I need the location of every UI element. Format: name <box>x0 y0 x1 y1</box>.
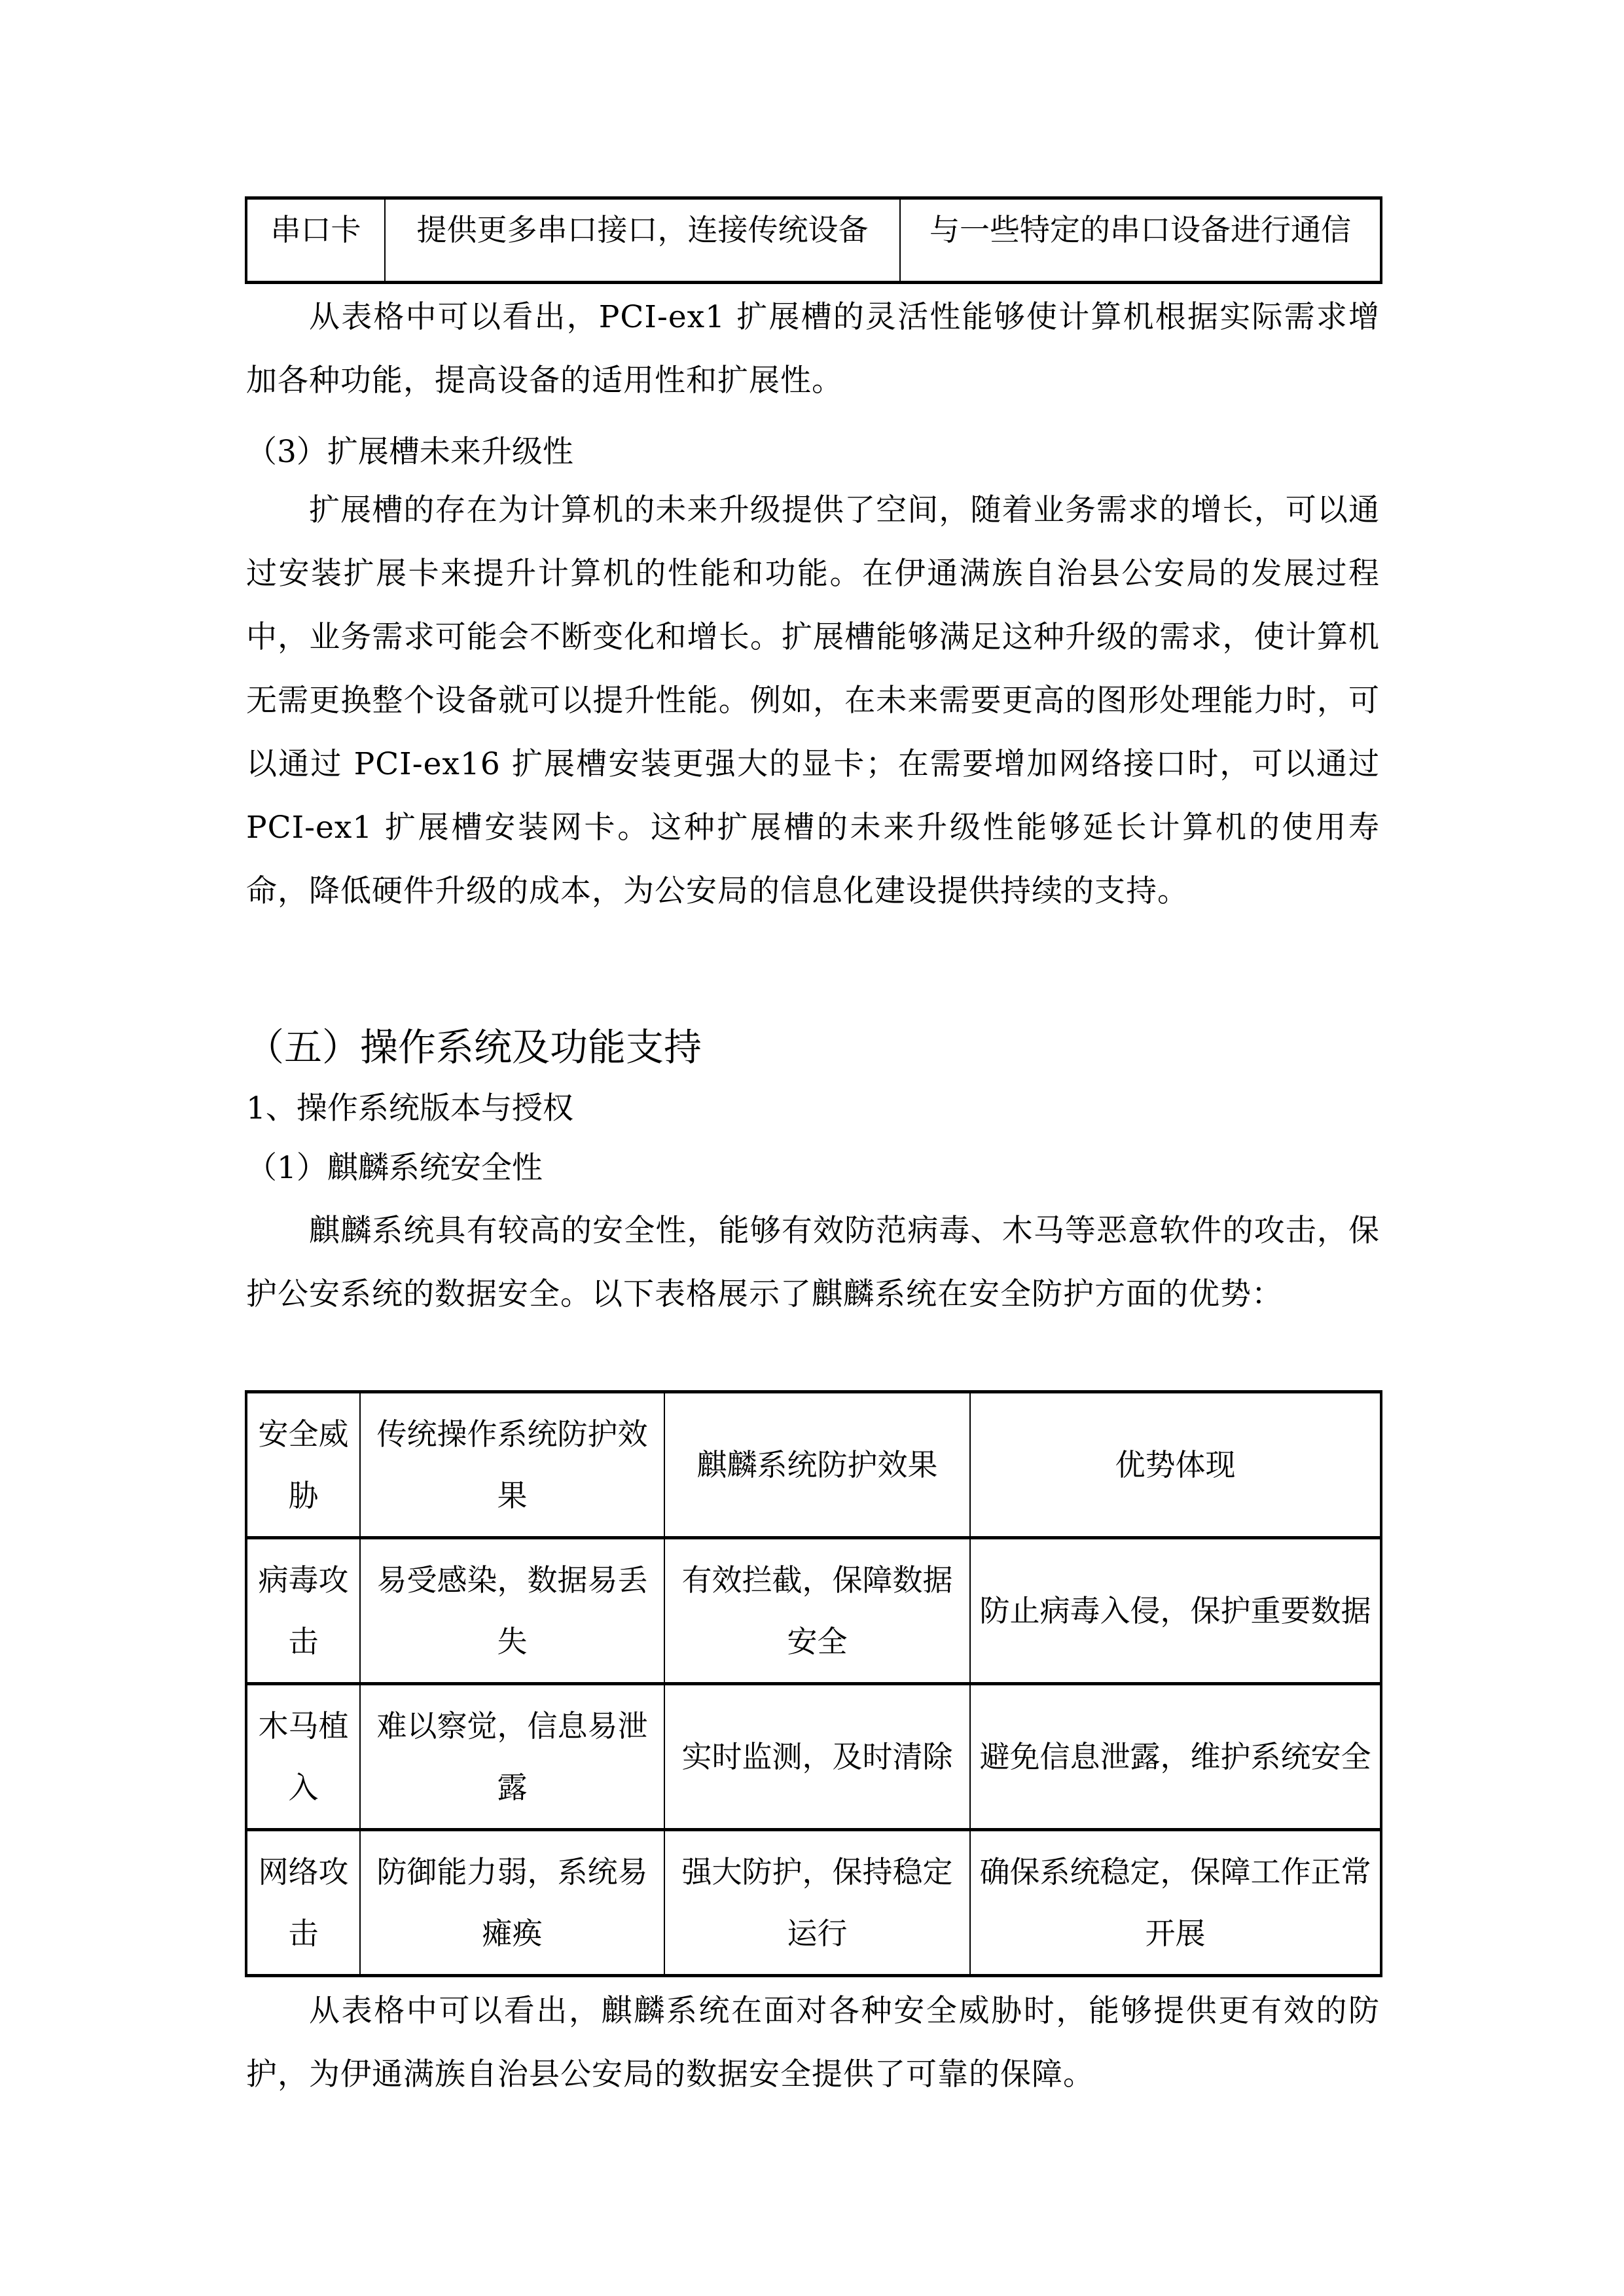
table-header-cell: 传统操作系统防护效果 <box>360 1392 664 1538</box>
table-cell: 难以察觉，信息易泄露 <box>360 1684 664 1830</box>
section-5-heading <box>246 1014 1380 1080</box>
table-cell: 提供更多串口接口，连接传统设备 <box>385 198 900 283</box>
subsection-1-title <box>246 1078 1380 1139</box>
paragraph-table1-summary <box>246 285 1380 412</box>
subheading-text: （3）扩展槽未来升级性 <box>246 434 573 470</box>
table-row <box>246 1830 1381 1976</box>
paragraph-table2-summary <box>246 1979 1380 2106</box>
paragraph-text: 从表格中可以看出，麒麟系统在面对各种安全威胁时，能够提供更有效的防护，为伊通满族自治县公安局的数据安全提供了可靠的保障。 <box>246 1993 1380 2092</box>
table-cell: 串口卡 <box>246 198 385 283</box>
table-header-cell: 安全威胁 <box>246 1392 360 1538</box>
subheading-text: （1）麒麟系统安全性 <box>246 1150 543 1186</box>
table-cell: 网络攻击 <box>246 1830 360 1976</box>
table-cell: 木马植入 <box>246 1684 360 1830</box>
security-comparison-table <box>245 1390 1382 1977</box>
table-cell: 避免信息泄露，维护系统安全 <box>970 1684 1381 1830</box>
subsection-1-1-title <box>246 1138 1380 1199</box>
paragraph-text: 扩展槽的存在为计算机的未来升级提供了空间，随着业务需求的增长，可以通过安装扩展卡来提升计算机的性能和功能。在伊通满族自治县公安局的发展过程中，业务需求可能会不断变化和增长。扩展槽能够满足这种升级的需求，使计算机无需更换整个设备就可以提升性能。例如，在未来需要更高的图形处理能力时，可以通过 PCI-ex16 扩展槽安装更强大的显卡；在需要增加网络接口时，可以通过 PCI-ex1 扩展槽安装网卡。这种扩展槽的未来升级性能够延长计算机的使用寿命，降低硬件升级的成本，为公安局的信息化建设提供持续的支持。 <box>246 492 1380 909</box>
table-header-cell: 优势体现 <box>970 1392 1381 1538</box>
table-cell: 与一些特定的串口设备进行通信 <box>900 198 1381 283</box>
paragraph-text: 麒麟系统具有较高的安全性，能够有效防范病毒、木马等恶意软件的攻击，保护公安系统的数据安全。以下表格展示了麒麟系统在安全防护方面的优势： <box>246 1213 1380 1312</box>
table-row <box>246 198 1381 283</box>
paragraph-kylin-security <box>246 1199 1380 1326</box>
table-cell: 病毒攻击 <box>246 1538 360 1684</box>
table-header-row <box>246 1392 1381 1538</box>
expansion-card-table-continued <box>245 196 1382 284</box>
table-cell: 防御能力弱，系统易瘫痪 <box>360 1830 664 1976</box>
table-row <box>246 1538 1381 1684</box>
table-cell: 实时监测，及时清除 <box>664 1684 970 1830</box>
subheading-text: 1、操作系统版本与授权 <box>246 1090 573 1126</box>
table-cell: 易受感染，数据易丢失 <box>360 1538 664 1684</box>
section-heading-text: （五）操作系统及功能支持 <box>246 1025 702 1069</box>
table-cell: 强大防护，保持稳定运行 <box>664 1830 970 1976</box>
table-row <box>246 1684 1381 1830</box>
paragraph-upgradeability <box>246 478 1380 923</box>
subsection-3-title <box>246 420 1380 484</box>
table-cell: 防止病毒入侵，保护重要数据 <box>970 1538 1381 1684</box>
table-cell: 有效拦截，保障数据安全 <box>664 1538 970 1684</box>
table-header-cell: 麒麟系统防护效果 <box>664 1392 970 1538</box>
table-cell: 确保系统稳定，保障工作正常开展 <box>970 1830 1381 1976</box>
paragraph-text: 从表格中可以看出，PCI-ex1 扩展槽的灵活性能够使计算机根据实际需求增加各种功能，提高设备的适用性和扩展性。 <box>246 299 1380 399</box>
